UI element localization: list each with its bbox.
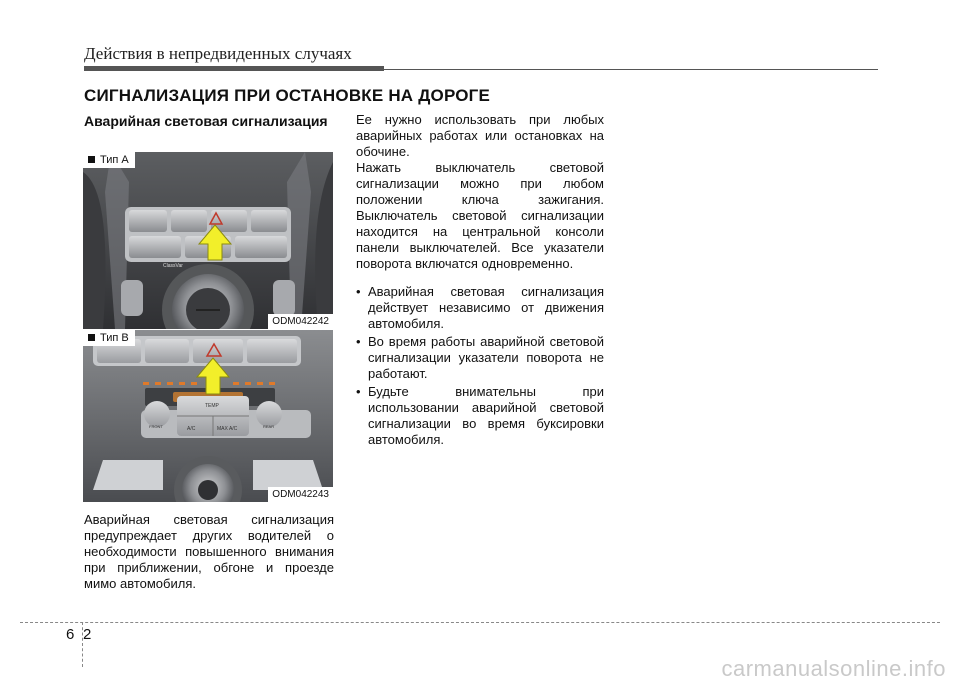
figure-code-a: ODM042242 [268, 314, 333, 329]
footer-rule [20, 622, 940, 623]
list-item: • Будьте внимательны при использовании аварийной световой сигнализации во время буксировки автомобиля. [356, 384, 604, 448]
console-photo-b [83, 330, 333, 502]
notes-list [356, 284, 604, 450]
figure-code-b: ODM042243 [268, 487, 333, 502]
panel-text: ClassVar [163, 263, 183, 269]
header-rule-thin [384, 69, 878, 70]
rear-label: REAR [263, 424, 275, 429]
right-paragraph-1: Ее нужно использовать при любых аварийных работах или остановках на обочине. [356, 112, 604, 159]
ac-label: A/C [187, 426, 196, 432]
right-paragraph-2: Нажать выключатель световой сигнализации можно при любом положении ключа зажигания. Выключатель световой сигнализации находится на центральной консоли панели выключателей. Все указатели поворота включатся одновременно. [356, 160, 604, 271]
front-label: FRONT [149, 424, 163, 429]
list-item: • Во время работы аварийной световой сигнализации указатели поворота не работают. [356, 334, 604, 382]
left-paragraph: Аварийная световая сигнализация предупреждает других водителей о необходимости повышенного внимания при приближении, обгоне и проезде мимо автомобиля. [84, 512, 334, 591]
watermark: carmanualsonline.info [721, 656, 946, 681]
page-chapter: 6 [66, 626, 75, 643]
type-b-label: Тип B [83, 330, 135, 346]
type-a-label: Тип A [83, 152, 135, 168]
figure-type-a [83, 152, 333, 329]
page-index: 2 [83, 626, 92, 643]
figure-type-b [83, 330, 333, 502]
page-number [66, 626, 100, 643]
chapter-title: Действия в непредвиденных случаях [84, 44, 352, 63]
list-item: • Аварийная световая сигнализация действует независимо от движения автомобиля. [356, 284, 604, 332]
temp-label: TEMP [205, 403, 219, 409]
header-rule-thick [84, 66, 384, 71]
section-title: СИГНАЛИЗАЦИЯ ПРИ ОСТАНОВКЕ НА ДОРОГЕ [84, 86, 491, 105]
console-photo-a [83, 152, 333, 329]
subheading: Аварийная световая сигнализация [84, 113, 328, 129]
max-ac-label: MAX A/C [217, 426, 238, 432]
